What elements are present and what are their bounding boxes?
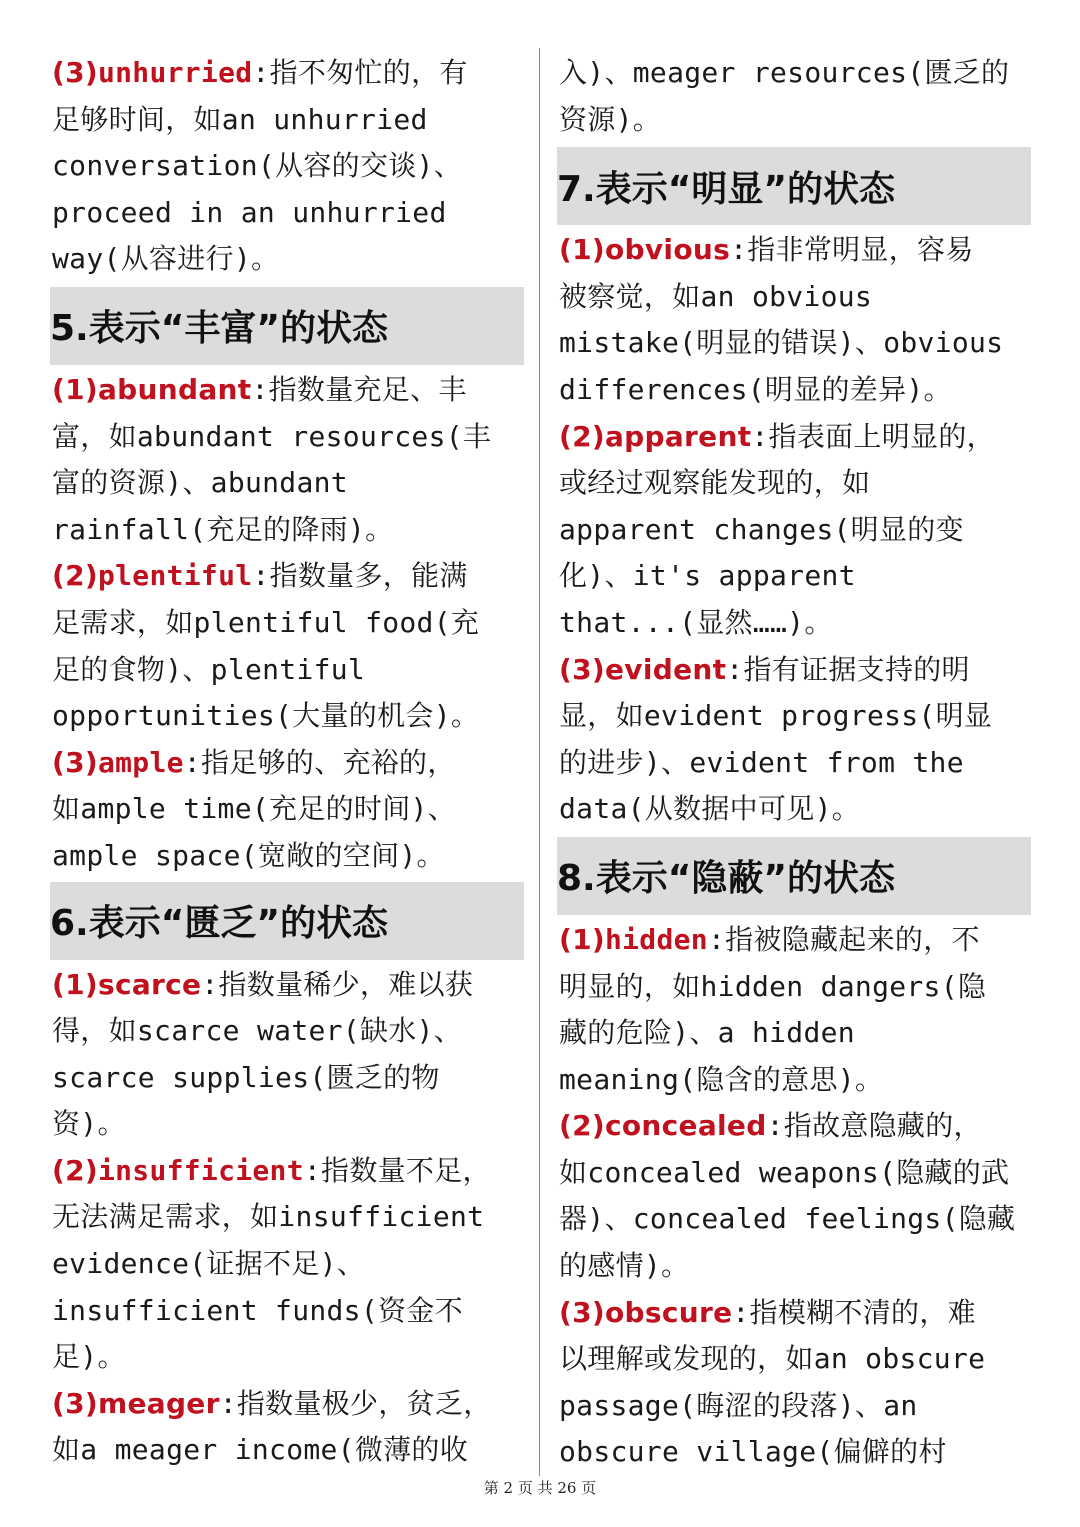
entry-number: (3): [559, 652, 605, 686]
entry-number: (1): [52, 372, 98, 406]
entry-evident: [559, 647, 1029, 833]
entry-abundant: [52, 367, 522, 553]
entry-line: insufficient funds(资金不: [52, 1293, 463, 1327]
entry-text: :指有证据支持的明: [726, 652, 970, 686]
section-heading-6: [50, 882, 524, 960]
entry-text: :指表面上明显的，: [751, 419, 995, 453]
entry-plentiful: [52, 553, 522, 739]
entry-first-line: [52, 1381, 522, 1428]
entry-text: :指数量极少，贫乏，: [219, 1386, 492, 1420]
section-heading-text: 8.表示“隐蔽”的状态: [557, 858, 896, 900]
entry-line: differences(明显的差异)。: [559, 372, 952, 406]
entry-keyword: obvious: [604, 233, 731, 267]
entry-number: (3): [52, 56, 98, 89]
entry-text: :指故意隐藏的，: [766, 1109, 982, 1143]
section-heading-text: 7.表示“明显”的状态: [557, 168, 896, 210]
entry-line: 的感情)。: [559, 1249, 690, 1283]
entry-text: :指数量稀少，难以获: [201, 967, 474, 1001]
entry-line: 富的资源)、abundant: [52, 466, 348, 500]
entry-number: (3): [559, 1295, 605, 1329]
entry-first-line: [559, 227, 1029, 274]
entry-ample: [52, 740, 522, 880]
entry-first-line: [559, 1103, 1029, 1150]
entry-unhurried: [52, 50, 522, 283]
entry-number: (2): [559, 419, 605, 453]
entry-line: ample space(宽敞的空间)。: [52, 838, 445, 872]
entry-obscure: [559, 1290, 1029, 1476]
right-column: [559, 50, 1029, 1476]
entry-line: 化)、it's apparent: [559, 559, 856, 593]
entry-line: 显，如evident progress(明显: [559, 699, 993, 733]
entry-keyword: ample: [97, 745, 184, 779]
entry-line: 的进步)、evident from the: [559, 745, 964, 779]
entry-line: 富，如abundant resources(丰: [52, 419, 492, 453]
entry-line: 如ample time(充足的时间)、: [52, 792, 456, 826]
entry-number: (2): [559, 1109, 605, 1143]
entry-first-line: [559, 917, 1029, 964]
entry-line: passage(晦涩的段落)、an: [559, 1388, 918, 1422]
entry-line: 器)、concealed feelings(隐藏: [559, 1202, 1016, 1236]
section-heading-text: 5.表示“丰富”的状态: [50, 308, 389, 350]
entry-line: 或经过观察能发现的，如: [559, 466, 871, 500]
entry-line: way(从容进行)。: [52, 242, 280, 276]
section-heading-7: [557, 147, 1031, 225]
entry-line: that...(显然……)。: [559, 605, 833, 639]
entry-line: 足的食物)、plentiful: [52, 652, 366, 686]
entry-keyword: unhurried: [97, 56, 253, 89]
entry-keyword: obscure: [604, 1295, 733, 1329]
entry-first-line: [559, 1290, 1029, 1337]
entry-line: conversation(从容的交谈)、: [52, 149, 463, 183]
entry-keyword: insufficient: [97, 1153, 304, 1187]
entry-hidden: [559, 917, 1029, 1103]
entry-number: (2): [52, 559, 98, 593]
entry-text: :指数量多，能满: [252, 559, 468, 593]
entry-line: data(从数据中可见)。: [559, 792, 861, 826]
entry-line: opportunities(大量的机会)。: [52, 699, 480, 733]
entry-line: apparent changes(明显的变: [559, 512, 964, 546]
entry-line: 藏的危险)、a hidden: [559, 1016, 855, 1050]
entry-line: 资)。: [52, 1107, 126, 1141]
entry-first-line: [52, 367, 522, 414]
entry-line: 明显的，如hidden dangers(隐: [559, 969, 987, 1003]
entry-line: 被察觉，如an obvious: [559, 279, 873, 313]
entry-line: 入)、meager resources(匮乏的: [559, 56, 1010, 89]
entry-keyword: abundant: [97, 372, 252, 406]
continuation-text: [559, 50, 1029, 143]
entry-line: 资源)。: [559, 102, 662, 136]
entry-line: 足)。: [52, 1340, 126, 1374]
entry-keyword: scarce: [97, 967, 202, 1001]
entry-line: scarce supplies(匮乏的物: [52, 1060, 440, 1094]
entry-keyword: meager: [97, 1386, 220, 1420]
entry-apparent: [559, 414, 1029, 647]
entry-keyword: plentiful: [97, 559, 253, 593]
entry-first-line: [559, 647, 1029, 694]
entry-line: 如concealed weapons(隐藏的武: [559, 1155, 1010, 1189]
entry-line: 无法满足需求，如insufficient: [52, 1200, 485, 1234]
entry-meager: [52, 1381, 522, 1474]
entry-scarce: [52, 962, 522, 1148]
entry-first-line: [52, 962, 522, 1009]
entry-text: :指模糊不清的，难: [732, 1295, 976, 1329]
section-heading-5: [50, 287, 524, 365]
entry-line: meaning(隐含的意思)。: [559, 1062, 884, 1096]
entry-number: (1): [559, 233, 605, 267]
entry-first-line: [52, 1148, 522, 1195]
entry-first-line: [52, 50, 522, 97]
entry-keyword: hidden: [604, 922, 708, 956]
entry-number: (1): [52, 967, 98, 1001]
column-divider: [539, 48, 540, 1476]
entry-number: (3): [52, 745, 98, 779]
entry-first-line: [559, 414, 1029, 461]
left-column: [52, 50, 522, 1474]
entry-line: 如a meager income(微薄的收: [52, 1433, 469, 1467]
entry-line: rainfall(充足的降雨)。: [52, 512, 394, 546]
entry-number: (2): [52, 1153, 98, 1187]
entry-insufficient: [52, 1148, 522, 1381]
section-heading-text: 6.表示“匮乏”的状态: [50, 903, 389, 944]
entry-line: 足需求，如plentiful food(充: [52, 605, 480, 639]
entry-keyword: evident: [604, 652, 727, 686]
entry-line: proceed in an unhurried: [52, 195, 447, 229]
entry-text: :指不匆忙的，有: [252, 56, 468, 89]
entry-first-line: [52, 740, 522, 787]
page-footer: 第 2 页 共 26 页: [483, 1479, 597, 1497]
section-heading-8: [557, 837, 1031, 915]
entry-first-line: [52, 553, 522, 600]
entry-text: :指数量充足、丰: [251, 372, 467, 406]
entry-number: (1): [559, 922, 605, 956]
entry-line: evidence(证据不足)、: [52, 1247, 366, 1281]
entry-concealed: [559, 1103, 1029, 1289]
entry-obvious: [559, 227, 1029, 413]
entry-text: :指被隐藏起来的，不: [707, 922, 980, 956]
entry-keyword: concealed: [604, 1109, 767, 1143]
entry-line: mistake(明显的错误)、obvious: [559, 326, 1004, 360]
entry-keyword: apparent: [604, 419, 752, 453]
entry-text: :指非常明显，容易: [730, 233, 974, 267]
entry-line: obscure village(偏僻的村: [559, 1435, 947, 1469]
entry-text: :指数量不足，: [303, 1153, 491, 1187]
entry-text: :指足够的、充裕的，: [183, 745, 456, 779]
entry-line: 足够时间，如an unhurried: [52, 102, 428, 136]
entry-line: 以理解或发现的，如an obscure: [559, 1342, 986, 1376]
entry-line: 得，如scarce water(缺水)、: [52, 1014, 463, 1048]
entry-number: (3): [52, 1386, 98, 1420]
